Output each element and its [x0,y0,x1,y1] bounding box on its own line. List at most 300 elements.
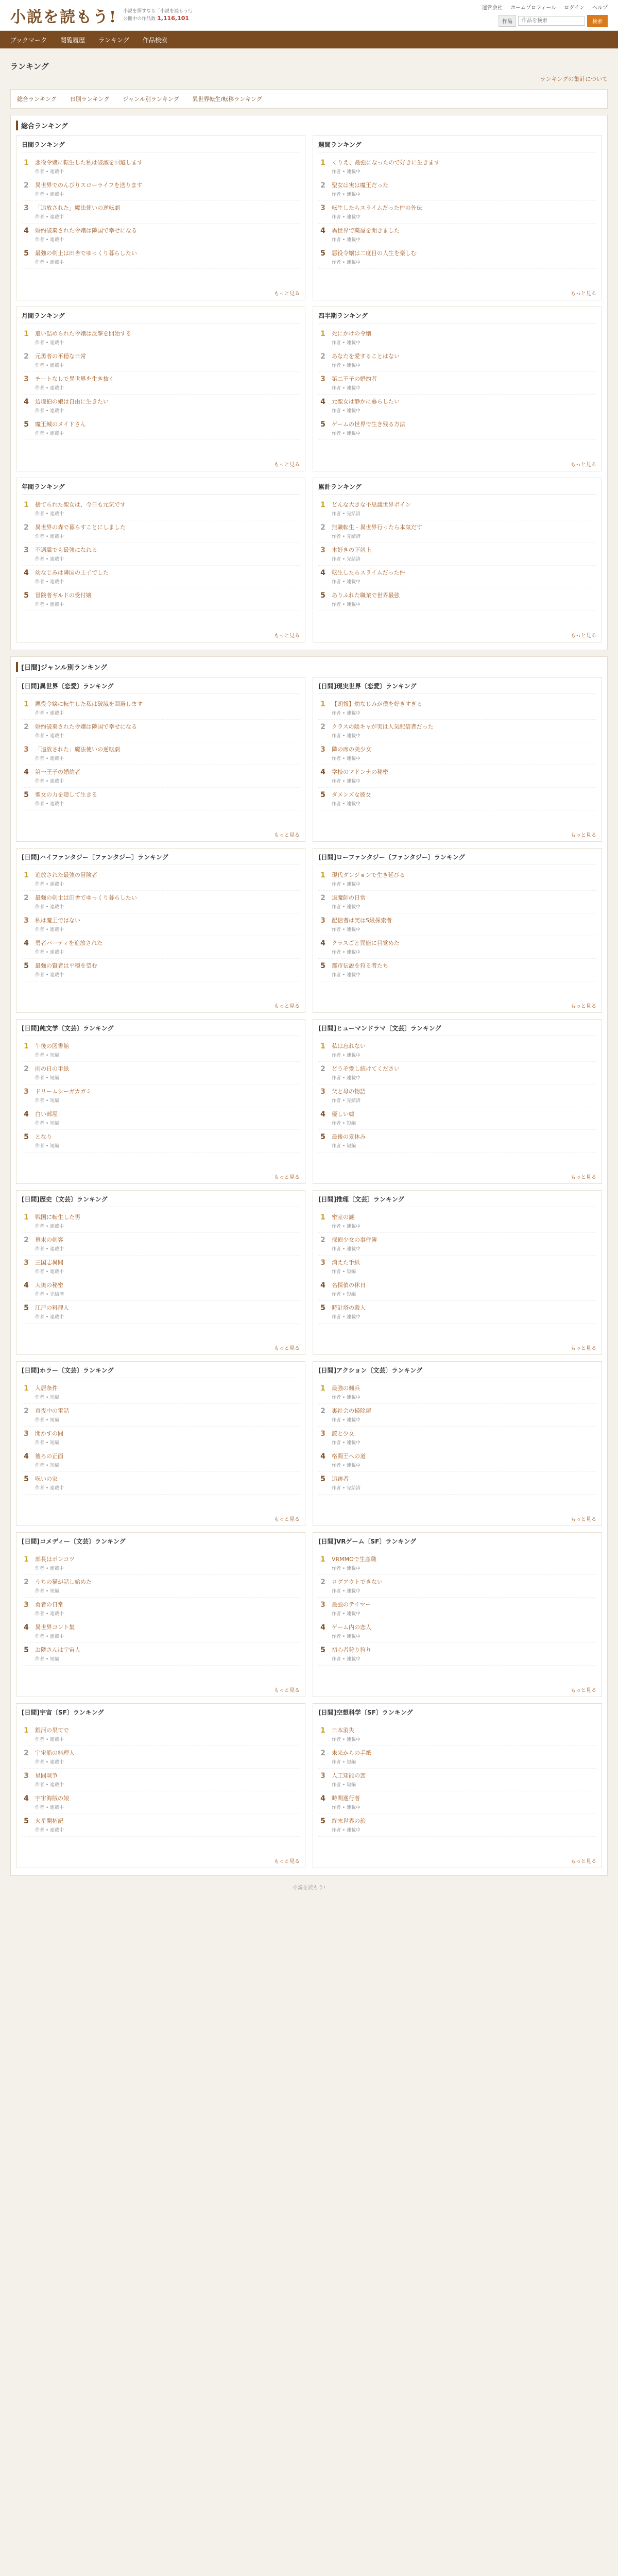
entry-body [35,1281,64,1297]
rank-number: 1 [24,501,29,509]
entry-title-link[interactable]: 異世界で薬屋を開きました [332,227,400,234]
ranking-entry[interactable] [22,788,300,810]
ranking-entry[interactable] [318,498,596,520]
ranking-entry[interactable] [22,1084,300,1107]
ranking-entry[interactable] [318,959,596,981]
ranking-entry[interactable] [318,1575,596,1598]
entry-title-link[interactable]: 配信者は実はS級探索者 [332,917,392,924]
search-button[interactable]: 検索 [587,15,608,27]
rank-number: 4 [24,1452,29,1461]
entry-title-link[interactable]: 格闘王への道 [332,1453,366,1460]
ranking-entry[interactable] [22,520,300,543]
entry-title-link[interactable]: 「追放された」魔法使いの逆転劇 [35,746,120,753]
ranking-entry[interactable] [22,201,300,224]
entry-title-link[interactable]: 冒険者ギルドの受付嬢 [35,592,92,599]
ranking-entry[interactable] [318,1427,596,1449]
entry-title-link[interactable]: 勇者パーティを追放された [35,940,103,946]
header-link-login[interactable]: ログイン [564,5,585,11]
rank-number: 2 [24,1065,29,1073]
ranking-notice-link[interactable]: ランキングの集計について [540,76,608,82]
entry-title-link[interactable]: 幕末の剣客 [35,1236,63,1243]
ranking-entry[interactable] [318,1814,596,1837]
ranking-entry[interactable] [22,1301,300,1324]
entry-title-link[interactable]: 午後の図書館 [35,1043,69,1049]
entry-title-link[interactable]: 時計塔の殺人 [332,1304,366,1311]
entry-meta: 作者 • 連載中 [332,734,361,739]
ranking-entry[interactable] [318,1084,596,1107]
entry-meta: 作者 • 連載中 [35,431,64,436]
ranking-entry[interactable] [318,891,596,913]
entry-title-link[interactable]: 第二王子の婚約者 [332,376,377,382]
entry-title-link[interactable]: 【朗報】幼なじみが僕を好きすぎる [332,701,422,707]
ranking-entry[interactable] [318,1791,596,1814]
entry-title-link[interactable]: 元勇者の平穏な日常 [35,353,86,360]
more-link[interactable]: もっと見る [571,462,596,468]
entry-title-link[interactable]: 捨てられた聖女は、今日も元気です [35,501,126,508]
entry-title-link[interactable]: 幼なじみは隣国の王子でした [35,569,109,576]
ranking-entry[interactable] [22,1620,300,1643]
entry-title-link[interactable]: クラスの陰キャが実は人気配信者だった [332,723,434,730]
ranking-card [313,848,602,1013]
more-link[interactable]: もっと見る [274,633,300,639]
ranking-entry[interactable] [318,156,596,178]
card-title: [日間]ハイファンタジー〔ファンタジー〕ランキング [22,853,300,865]
more-link[interactable]: もっと見る [274,1517,300,1522]
entry-meta: 作者 • 連載中 [332,386,361,391]
entry-title-link[interactable]: ゲームの世界で生き残る方法 [332,421,405,428]
ranking-entry[interactable] [22,1062,300,1084]
entry-title-link[interactable]: 人工知能の恋 [332,1772,366,1779]
entry-title-link[interactable]: 終末世界の旅 [332,1818,366,1824]
entry-title-link[interactable]: 異世界の森で暮らすことにしました [35,524,126,531]
entry-title-link[interactable]: 開かずの間 [35,1430,63,1437]
ranking-entry[interactable] [318,543,596,566]
entry-title-link[interactable]: 最強の賢者は平穏を望む [35,962,97,969]
ranking-entry[interactable] [22,156,300,178]
entry-title-link[interactable]: 辺境伯の娘は自由に生きたい [35,398,109,405]
ranking-entry[interactable] [22,327,300,349]
entry-body [332,1430,360,1446]
ranking-entry[interactable] [318,913,596,936]
entry-body [35,523,126,539]
entry-title-link[interactable]: 三国志異聞 [35,1259,63,1266]
ranking-entry[interactable] [318,1643,596,1666]
ranking-entry[interactable] [22,1130,300,1153]
ranking-entry[interactable] [318,1256,596,1278]
entry-title-link[interactable]: 白い部屋 [35,1111,58,1117]
ranking-entry[interactable] [318,1404,596,1427]
entry-meta: 作者 • 連載中 [332,711,361,716]
site-logo[interactable]: 小説を読もう! [10,8,117,26]
more-link[interactable]: もっと見る [274,1346,300,1351]
ranking-entry[interactable] [22,566,300,588]
card-title: [日間]ヒューマンドラマ〔文芸〕ランキング [318,1024,596,1036]
rank-number: 5 [24,1475,29,1483]
ranking-entry[interactable] [318,788,596,810]
entry-title-link[interactable]: 無職転生 - 異世界行ったら本気だす [332,524,422,531]
entry-title-link[interactable]: 火星開拓記 [35,1818,63,1824]
entry-title-link[interactable]: 転生したらスライムだった件 [332,569,405,576]
ranking-entry[interactable] [22,936,300,959]
rank-number: 4 [320,1794,325,1803]
entry-title-link[interactable]: 魔王城のメイドさん [35,421,86,428]
entry-title-link[interactable]: 現代ダンジョンで生き延びる [332,872,405,878]
entry-title-link[interactable]: 探偵少女の事件簿 [332,1236,377,1243]
entry-meta: 作者 • 連載中 [35,950,64,955]
entry-title-link[interactable]: 聖女は実は魔王だった [332,182,388,189]
entry-title-link[interactable]: 第一王子の婚約者 [35,769,80,775]
more-link[interactable]: もっと見る [571,633,596,639]
entry-body [35,398,109,414]
rank-number: 1 [24,1555,29,1564]
ranking-entry[interactable] [318,395,596,417]
ranking-entry[interactable] [318,327,596,349]
ranking-entry[interactable] [22,742,300,765]
entry-body [332,1794,360,1810]
entry-title-link[interactable]: 異世界でのんびりスローライフを送ります [35,182,143,189]
entry-meta: 作者 • 連載中 [332,905,361,910]
entry-title-link[interactable]: 退魔師の日常 [332,894,366,901]
entry-title-link[interactable]: 転生したらスライムだった件の外伝 [332,205,422,211]
ranking-entry[interactable] [318,1039,596,1062]
entry-title-link[interactable]: 悪役令嬢は二度目の人生を楽しむ [332,250,417,257]
more-link[interactable]: もっと見る [571,291,596,297]
rank-number: 4 [24,569,29,577]
entry-title-link[interactable]: 不遇職でも最強になれる [35,547,97,553]
ranking-entry[interactable] [22,1598,300,1620]
nav-item-ranking[interactable]: ランキング [98,36,129,44]
entry-meta: 作者 • 連載中 [35,386,64,391]
entry-body [332,700,422,716]
ranking-entry[interactable] [318,1449,596,1472]
ranking-entry[interactable] [318,1062,596,1084]
ranking-entry[interactable] [318,246,596,269]
ranking-entry[interactable] [22,765,300,788]
ranking-entry[interactable] [318,178,596,201]
entry-title-link[interactable]: VRMMOで生産職 [332,1556,376,1563]
entry-title-link[interactable]: 最後の夏休み [332,1133,366,1140]
entry-title-link[interactable]: 学校のマドンナの秘密 [332,769,388,775]
rank-number: 1 [24,330,29,338]
entry-title-link[interactable]: どうぞ愛し続けてください [332,1065,400,1072]
entry-title-link[interactable]: となり [35,1133,52,1140]
entry-title-link[interactable]: 婚約破棄された令嬢は隣国で幸せになる [35,227,137,234]
ranking-entry[interactable] [318,1278,596,1301]
ranking-entry[interactable] [22,498,300,520]
entry-body [332,1555,376,1571]
ranking-entry[interactable] [22,1256,300,1278]
more-link[interactable]: もっと見る [571,1859,596,1865]
entry-meta: 作者 • 短編 [35,1144,60,1149]
ranking-entry[interactable] [318,1130,596,1153]
entry-title-link[interactable]: ログアウトできない [332,1579,383,1585]
ranking-entry[interactable] [22,959,300,981]
nav-item-search[interactable]: 作品検索 [142,36,167,44]
entry-title-link[interactable]: 後ろの正面 [35,1453,63,1460]
ranking-entry[interactable] [22,1233,300,1256]
more-link[interactable]: もっと見る [274,1859,300,1865]
entry-title-link[interactable]: 銀河の果てで [35,1727,69,1734]
search-type-select[interactable]: 作品 [499,15,516,27]
entry-body [332,420,405,436]
entry-body [35,939,102,955]
entry-meta: 作者 • 連載中 [332,1224,361,1229]
ranking-entry[interactable] [22,1278,300,1301]
rank-number: 3 [320,546,325,554]
ranking-entry[interactable] [22,1643,300,1666]
ranking-card [16,848,305,1013]
entry-title-link[interactable]: 悪役令嬢に転生した私は破滅を回避します [35,159,143,166]
entry-title-link[interactable]: 日本消失 [332,1727,354,1734]
ranking-entry[interactable] [318,765,596,788]
entry-title-link[interactable]: 異世界コント集 [35,1624,75,1631]
card-title: 週間ランキング [318,140,596,152]
entry-title-link[interactable]: 優しい嘘 [332,1111,354,1117]
entry-title-link[interactable]: 私は魔王ではない [35,917,80,924]
entry-title-link[interactable]: 「追放された」魔法使いの逆転劇 [35,205,120,211]
entry-title-link[interactable]: 最強のテイマー [332,1601,371,1608]
entry-meta: 作者 • 完結済 [332,534,361,539]
entry-title-link[interactable]: 元聖女は静かに暮らしたい [332,398,400,405]
ranking-entry[interactable] [318,1233,596,1256]
entry-body [35,352,86,368]
tab-daily[interactable]: 日別ランキング [70,96,110,103]
entry-title-link[interactable]: うちの猫が話し始めた [35,1579,92,1585]
ranking-entry[interactable] [22,395,300,417]
entry-title-link[interactable]: 江戸の料理人 [35,1304,69,1311]
entry-title-link[interactable]: お隣さんは宇宙人 [35,1647,80,1653]
ranking-entry[interactable] [318,566,596,588]
ranking-entry[interactable] [318,720,596,742]
entry-body [35,1749,75,1765]
header-link-company[interactable]: 運営会社 [482,5,503,11]
rank-number: 3 [320,1430,325,1438]
entry-meta: 作者 • 連載中 [332,802,361,807]
rank-number: 5 [24,962,29,970]
entry-title-link[interactable]: ダメンズな彼女 [332,791,371,798]
entry-title-link[interactable]: 雨の日の手紙 [35,1065,69,1072]
header-link-home[interactable]: ホームプロフィール [510,5,557,11]
entry-title-link[interactable]: 私は忘れない [332,1043,366,1049]
more-link[interactable]: もっと見る [274,1175,300,1180]
ranking-entry[interactable] [318,201,596,224]
entry-title-link[interactable]: 大奥の秘密 [35,1282,63,1289]
ranking-entry[interactable] [318,1723,596,1746]
entry-title-link[interactable]: 星間戦争 [35,1772,58,1779]
ranking-entry[interactable] [318,349,596,372]
ranking-entry[interactable] [318,588,596,611]
entry-title-link[interactable]: 初心者狩り狩り [332,1647,371,1653]
ranking-entry[interactable] [318,1107,596,1130]
ranking-entry[interactable] [22,1769,300,1791]
entry-title-link[interactable]: くりえ、最強になったので好きに生きます [332,159,440,166]
header-search [476,15,608,27]
ranking-entry[interactable] [22,868,300,891]
rank-number: 2 [320,723,325,731]
ranking-entry[interactable] [22,891,300,913]
ranking-entry[interactable] [318,224,596,246]
entry-title-link[interactable]: あなたを愛することはない [332,353,400,360]
entry-meta: 作者 • 連載中 [35,512,64,517]
entry-title-link[interactable]: 戦国に転生した男 [35,1214,80,1221]
ranking-entry[interactable] [22,178,300,201]
ranking-entry[interactable] [318,372,596,395]
entry-title-link[interactable]: ゲーム内の恋人 [332,1624,371,1631]
more-link[interactable]: もっと見る [571,1688,596,1693]
more-link[interactable]: もっと見る [274,833,300,838]
entry-title-link[interactable]: 追い詰められた令嬢は反撃を開始する [35,330,131,337]
ranking-entry[interactable] [318,1746,596,1769]
ranking-entry[interactable] [22,224,300,246]
ranking-entry[interactable] [318,1769,596,1791]
ranking-entry[interactable] [318,1472,596,1495]
entry-title-link[interactable]: 隣の席の美少女 [332,746,371,753]
entry-title-link[interactable]: 真夜中の電話 [35,1408,69,1414]
entry-body [35,181,142,197]
ranking-entry[interactable] [318,742,596,765]
ranking-entry[interactable] [22,1039,300,1062]
ranking-entry[interactable] [22,1427,300,1449]
ranking-entry[interactable] [22,1449,300,1472]
ranking-entry[interactable] [22,1575,300,1598]
tab-isekai[interactable]: 異世界転生/転移ランキング [192,96,262,103]
entry-title-link[interactable]: チートなしで異世界を生き抜く [35,376,114,382]
more-link[interactable]: もっと見る [571,1346,596,1351]
entry-title-link[interactable]: 密室の謎 [332,1214,354,1221]
ranking-entry[interactable] [318,417,596,440]
more-link[interactable]: もっと見る [274,291,300,297]
entry-meta: 作者 • 完結済 [35,1292,64,1297]
rank-number: 3 [24,546,29,554]
entry-title-link[interactable]: 聖女の力を隠して生きる [35,791,97,798]
entry-title-link[interactable]: 最強の剣士は田舎でゆっくり暮らしたい [35,894,137,901]
entry-title-link[interactable]: 勇者の日常 [35,1601,63,1608]
tagline-count-label: 公開中の作品数 [123,16,156,22]
entry-title-link[interactable]: 死にかけの令嬢 [332,330,371,337]
ranking-entry[interactable] [22,1746,300,1769]
entry-body [35,375,114,391]
ranking-entry[interactable] [22,1791,300,1814]
entry-title-link[interactable]: 未来からの手紙 [332,1750,371,1756]
entry-meta: 作者 • 連載中 [35,756,64,761]
ranking-entry[interactable] [318,1381,596,1404]
ranking-entry[interactable] [318,520,596,543]
nav-item-history[interactable]: 閲覧履歴 [60,36,85,44]
tab-overall[interactable]: 総合ランキング [17,96,57,103]
header-link-help[interactable]: ヘルプ [592,5,608,11]
more-link[interactable]: もっと見る [274,1688,300,1693]
ranking-entry[interactable] [22,913,300,936]
ranking-entry[interactable] [318,1620,596,1643]
ranking-entry[interactable] [22,697,300,720]
entry-title-link[interactable]: 追跡者 [332,1476,349,1482]
ranking-entry[interactable] [318,1552,596,1575]
entry-title-link[interactable]: ありふれた職業で世界最強 [332,592,400,599]
more-link[interactable]: もっと見る [274,462,300,468]
more-link[interactable]: もっと見る [571,1004,596,1009]
more-link[interactable]: もっと見る [571,833,596,838]
rank-number: 5 [320,1646,325,1654]
ranking-entry[interactable] [22,246,300,269]
rank-number: 5 [24,1817,29,1825]
entry-title-link[interactable]: どんな大きな不思議世界ボイン [332,501,411,508]
section-title: [日間]ジャンル別ランキング [16,662,602,672]
entry-body [35,330,131,346]
ranking-entry[interactable] [22,1107,300,1130]
entry-title-link[interactable]: 宇宙船の料理人 [35,1750,75,1756]
entry-title-link[interactable]: 銃と少女 [332,1430,354,1437]
rank-number: 3 [24,745,29,754]
entry-title-link[interactable]: 裏社会の掃除屋 [332,1408,371,1414]
entry-body [35,1726,69,1742]
entry-title-link[interactable]: 最強の傭兵 [332,1385,360,1392]
rank-number: 1 [320,700,325,708]
more-link[interactable]: もっと見る [571,1175,596,1180]
more-link[interactable]: もっと見る [274,1004,300,1009]
entry-title-link[interactable]: 名探偵の休日 [332,1282,366,1289]
card-title: 月間ランキング [22,311,300,324]
entry-title-link[interactable]: クラスごと異能に目覚めた [332,940,400,946]
entry-title-link[interactable]: 都市伝説を狩る者たち [332,962,388,969]
ranking-entry[interactable] [22,1404,300,1427]
entry-meta: 作者 • 連載中 [332,1247,361,1252]
ranking-entry[interactable] [318,868,596,891]
entry-title-link[interactable]: 婚約破棄された令嬢は隣国で幸せになる [35,723,137,730]
entry-title-link[interactable]: ドリームシーガカガミ [35,1088,92,1095]
ranking-entry[interactable] [22,1552,300,1575]
more-link[interactable]: もっと見る [571,1517,596,1522]
entry-title-link[interactable]: 呪いの家 [35,1476,58,1482]
ranking-entry[interactable] [22,349,300,372]
ranking-entry[interactable] [22,720,300,742]
entry-title-link[interactable]: 消えた手紙 [332,1259,360,1266]
entry-title-link[interactable]: 悪役令嬢に転生した私は破滅を回避します [35,701,143,707]
ranking-entry[interactable] [318,1210,596,1233]
ranking-entry[interactable] [22,1210,300,1233]
entry-body [332,1236,377,1252]
tab-genre[interactable]: ジャンル別ランキング [123,96,179,103]
ranking-entry[interactable] [22,1814,300,1837]
ranking-entry[interactable] [22,1723,300,1746]
entry-meta: 作者 • 完結済 [332,1098,361,1104]
nav-item-bookmark[interactable]: ブックマーク [10,36,47,44]
entry-title-link[interactable]: 追放された最強の冒険者 [35,872,97,878]
card-title: 日間ランキング [22,140,300,152]
entry-title-link[interactable]: 部長はポンコツ [35,1556,75,1563]
ranking-entry[interactable] [22,588,300,611]
ranking-entry[interactable] [22,372,300,395]
ranking-entry[interactable] [318,1301,596,1324]
ranking-entry[interactable] [318,697,596,720]
entry-title-link[interactable]: 本好きの下剋上 [332,547,371,553]
entry-meta: 作者 • 連載中 [35,260,64,265]
entry-title-link[interactable]: 入居条件 [35,1385,58,1392]
rank-number: 5 [320,249,325,258]
search-input[interactable] [518,16,585,26]
ranking-entry[interactable] [318,1598,596,1620]
ranking-card [313,1190,602,1355]
ranking-entry[interactable] [22,1381,300,1404]
entry-title-link[interactable]: 宇宙海賊の娘 [35,1795,69,1802]
ranking-entry[interactable] [22,543,300,566]
ranking-entry[interactable] [22,417,300,440]
entry-title-link[interactable]: 最強の剣士は田舎でゆっくり暮らしたい [35,250,137,257]
ranking-entry[interactable] [22,1472,300,1495]
entry-title-link[interactable]: 父と母の物語 [332,1088,366,1095]
entry-title-link[interactable]: 時間遡行者 [332,1795,360,1802]
rank-number: 2 [320,1749,325,1757]
ranking-entry[interactable] [318,936,596,959]
